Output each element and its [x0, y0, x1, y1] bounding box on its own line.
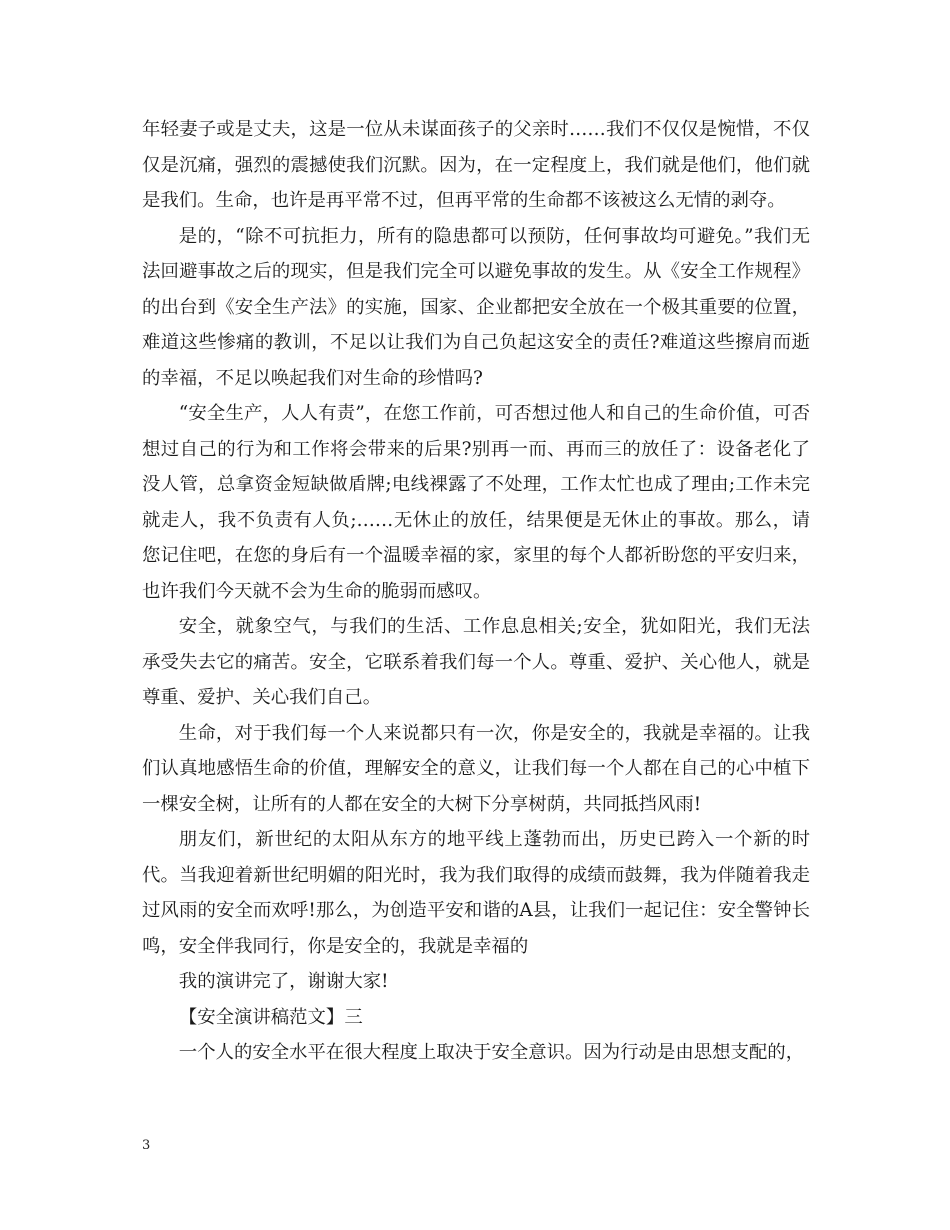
paragraph: 生命，对于我们每一个人来说都只有一次，你是安全的，我就是幸福的。让我们认真地感悟生命的价值，理解安全的意义，让我们每一个人都在自己的心中植下一棵安全树，让所有的人都在安全的大树下分享树荫，共同抵挡风雨! [142, 722, 810, 815]
section-heading: 【安全演讲稿范文】三 [178, 1006, 363, 1028]
paragraph: “安全生产，人人有责”，在您工作前，可否想过他人和自己的生命价值，可否想过自己的行为和工作将会带来的后果?别再一而、再而三的放任了：设备老化了没人管，总拿资金短缺做盾牌;电线裸露了不处理，工作太忙也成了理由;工作未完就走人，我不负责有人负;……无休止的放任，结果便是无休止的事故。那么，请您记住吧，在您的身后有一个温暖幸福的家，家里的每个人都祈盼您的平安归来，也许我们今天就不会为生命的脆弱而感叹。 [142, 403, 810, 602]
paragraph: 安全，就象空气，与我们的生活、工作息息相关;安全，犹如阳光，我们无法承受失去它的痛苦。安全，它联系着我们每一个人。尊重、爱护、关心他人，就是尊重、爱护、关心我们自己。 [142, 616, 810, 708]
paragraph-closing: 我的演讲完了，谢谢大家! [178, 971, 389, 992]
document-body [142, 112, 810, 1071]
paragraph: 一个人的安全水平在很大程度上取决于安全意识。因为行动是由思想支配的， [178, 1042, 805, 1063]
paragraph: 是的，“除不可抗拒力，所有的隐患都可以预防，任何事故均可避免。”我们无法回避事故之后的现实，但是我们完全可以避免事故的发生。从《安全工作规程》的出台到《安全生产法》的实施，国家、企业都把安全放在一个极其重要的位置，难道这些惨痛的教训，不足以让我们为自己负起这安全的责任?难道这些擦肩而逝的幸福，不足以唤起我们对生命的珍惜吗? [142, 225, 810, 389]
paragraph-continuation: 年轻妻子或是丈夫，这是一位从未谋面孩子的父亲时……我们不仅仅是惋惜，不仅仅是沉痛，强烈的震撼使我们沉默。因为，在一定程度上，我们就是他们，他们就是我们。生命，也许是再平常不过，但再平常的生命都不该被这么无情的剥夺。 [142, 119, 810, 211]
page-number: 3 [142, 1138, 151, 1153]
paragraph: 朋友们，新世纪的太阳从东方的地平线上蓬勃而出，历史已跨入一个新的时代。当我迎着新世纪明媚的阳光时，我为我们取得的成绩而鼓舞，我为伴随着我走过风雨的安全而欢呼!那么，为创造平安和谐的A县，让我们一起记住：安全警钟长鸣，安全伴我同行，你是安全的，我就是幸福的 [142, 829, 810, 957]
